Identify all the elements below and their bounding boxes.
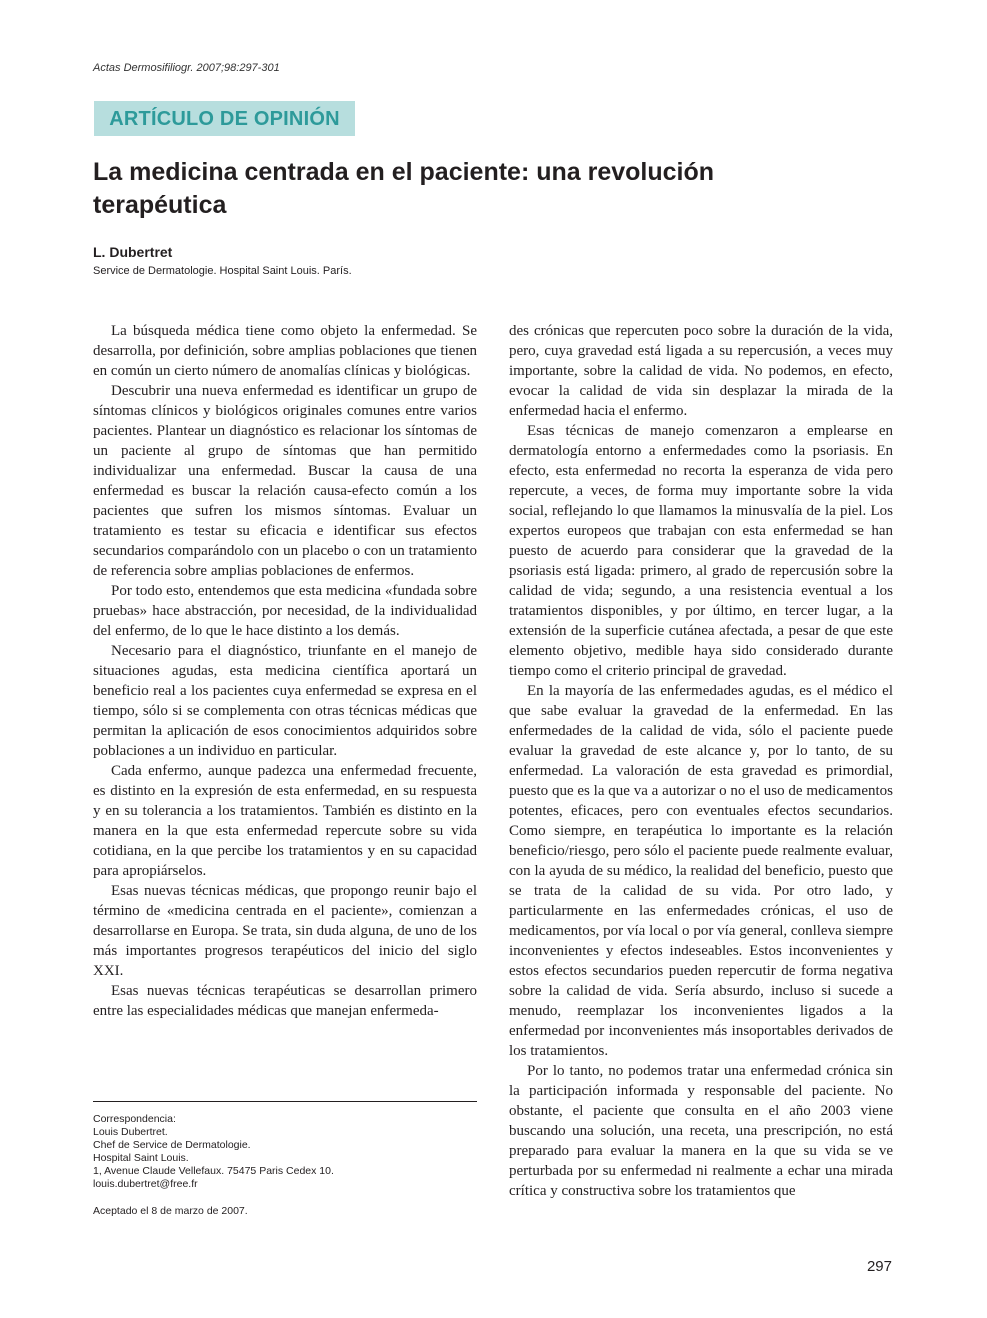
body-paragraph: Esas nuevas técnicas médicas, que propongo reunir bajo el término de «medicina centrada en el paciente», comienzan a desarrollarse en Europa. Se trata, sin duda alguna, de uno de los más importantes progresos terapéuticos del inicio del siglo XXI. [93, 883, 477, 979]
body-paragraph: En la mayoría de las enfermedades agudas, es el médico el que sabe evaluar la gravedad de la enfermedad. En las enfermedades de la calidad de vida, sólo el paciente puede evaluar la gravedad de este alcance y, por lo tanto, de su enfermedad. La valoración de esta gravedad es primordial, puesto que es la que va a autorizar o no el uso de medicamentos potentes, eficaces, pero con eventuales efectos secundarios. Como siempre, en terapéutica lo importante es la relación beneficio/riesgo, pero sólo el paciente puede realmente evaluar, con la ayuda de su médico, la realidad del beneficio, puesto que se trata de la calidad de su vida. Por otro lado, y particularmente en las enfermedades crónicas, el uso de medicamentos, por vía local o por vía general, conlleva siempre inconvenientes y efectos indeseables. Estos inconvenientes y estos efectos secundarios pueden repercutir de forma negativa sobre la calidad de vida. Sería absurdo, incluso si sucede a menudo, reemplazar los inconvenientes ligados a la enfermedad por inconvenientes más insoportables derivados de los tratamientos. [509, 683, 893, 1059]
page-number: 297 [866, 1258, 892, 1275]
footnote-line: Correspondencia: [93, 1113, 176, 1125]
body-paragraph: Por lo tanto, no podemos tratar una enfermedad crónica sin la participación informada y responsable del paciente. No obstante, el paciente que consulta en el año 2003 viene buscando una solución, una receta, una prescripción, no está preparado para evaluar la manera en la que su vida se ve perturbada por su enfermedad ni realmente a echar una mirada crítica y constructiva sobre los tratamientos que [509, 1063, 893, 1199]
body-column-left [93, 321, 477, 1021]
body-paragraph: Esas técnicas de manejo comenzaron a emplearse en dermatología entorno a enfermedades como la psoriasis. En efecto, esta enfermedad no recorta la esperanza de vida pero repercute, a veces, de forma muy importante sobre la vida social, reflejando lo que llamamos la minusvalía de la piel. Los expertos europeos que trabajan con esta enfermedad se han puesto de acuerdo para considerar que la gravedad de la psoriasis está ligada: primero, al grado de repercusión sobre la calidad de vida; segundo, a una resistencia eventual a los tratamientos disponibles, y por último, en tercer lugar, a la extensión de la superficie cutánea afectada, a pesar de que este elemento objetivo, medible haya sido considerado durante tiempo como el criterio principal de gravedad. [509, 423, 893, 679]
author-name: L. Dubertret [93, 244, 173, 260]
correspondence-footnote [93, 1113, 477, 1191]
body-paragraph: Necesario para el diagnóstico, triunfante en el manejo de situaciones agudas, esta medicina científica aportará un beneficio real a los pacientes cuya enfermedad se expresa en el tiempo, sólo si se complementa con otras técnicas médicas que permitan la aplicación de esos conocimientos adquiridos sobre poblaciones a un individuo en particular. [93, 643, 477, 759]
section-label: ARTÍCULO DE OPINIÓN [94, 101, 355, 136]
footnote-email[interactable]: louis.dubertret@free.fr [93, 1178, 198, 1190]
body-paragraph: Cada enfermo, aunque padezca una enfermedad frecuente, es distinto en la expresión de esta enfermedad, en su respuesta y en su tolerancia a los tratamientos. También es distinto en la manera en la que esta enfermedad repercute sobre su vida cotidiana, en la que percibe los tratamientos y en su capacidad para apropiárselos. [93, 763, 477, 879]
footnote-line: Hospital Saint Louis. [93, 1152, 189, 1164]
body-paragraph: Esas nuevas técnicas terapéuticas se desarrollan primero entre las especialidades médicas que manejan enfermeda- [93, 983, 477, 1019]
footnote-divider [93, 1101, 477, 1102]
journal-citation: Actas Dermosifiliogr. 2007;98:297-301 [93, 62, 280, 74]
body-paragraph: Descubrir una nueva enfermedad es identificar un grupo de síntomas clínicos y biológicos originales comunes entre varios pacientes. Plantear un diagnóstico es relacionar los síntomas de un paciente al grupo de síntomas que han permitido individualizar una enfermedad. Buscar la causa de una enfermedad es buscar la relación causa-efecto común a los pacientes que sufren los mismos síntomas. Evaluar un tratamiento es testar su eficacia e identificar sus efectos secundarios comparándolo con un placebo o con un tratamiento de referencia sobre amplias poblaciones de enfermos. [93, 383, 477, 579]
footnote-line: 1, Avenue Claude Vellefaux. 75475 Paris Cedex 10. [93, 1165, 334, 1177]
body-paragraph: Por todo esto, entendemos que esta medicina «fundada sobre pruebas» hace abstracción, por necesidad, de la individualidad del enfermo, de lo que le hace distinto a los demás. [93, 583, 477, 639]
accepted-date: Aceptado el 8 de marzo de 2007. [93, 1205, 248, 1217]
body-column-right [509, 321, 893, 1201]
footnote-line: Chef de Service de Dermatologie. [93, 1139, 251, 1151]
article-title: La medicina centrada en el paciente: una revolución terapéutica [93, 158, 715, 219]
author-affiliation: Service de Dermatologie. Hospital Saint Louis. París. [93, 265, 352, 277]
footnote-line: Louis Dubertret. [93, 1126, 168, 1138]
body-paragraph: des crónicas que repercuten poco sobre la duración de la vida, pero, cuya gravedad está ligada a su repercusión, a veces muy importante, sobre la calidad de vida. No podemos, en efecto, evocar la calidad de vida sin desplazar la mirada de la enfermedad hacia el enfermo. [509, 323, 893, 419]
body-paragraph: La búsqueda médica tiene como objeto la enfermedad. Se desarrolla, por definición, sobre amplias poblaciones que tienen en común un cierto número de anomalías clínicas y biológicas. [93, 323, 477, 379]
